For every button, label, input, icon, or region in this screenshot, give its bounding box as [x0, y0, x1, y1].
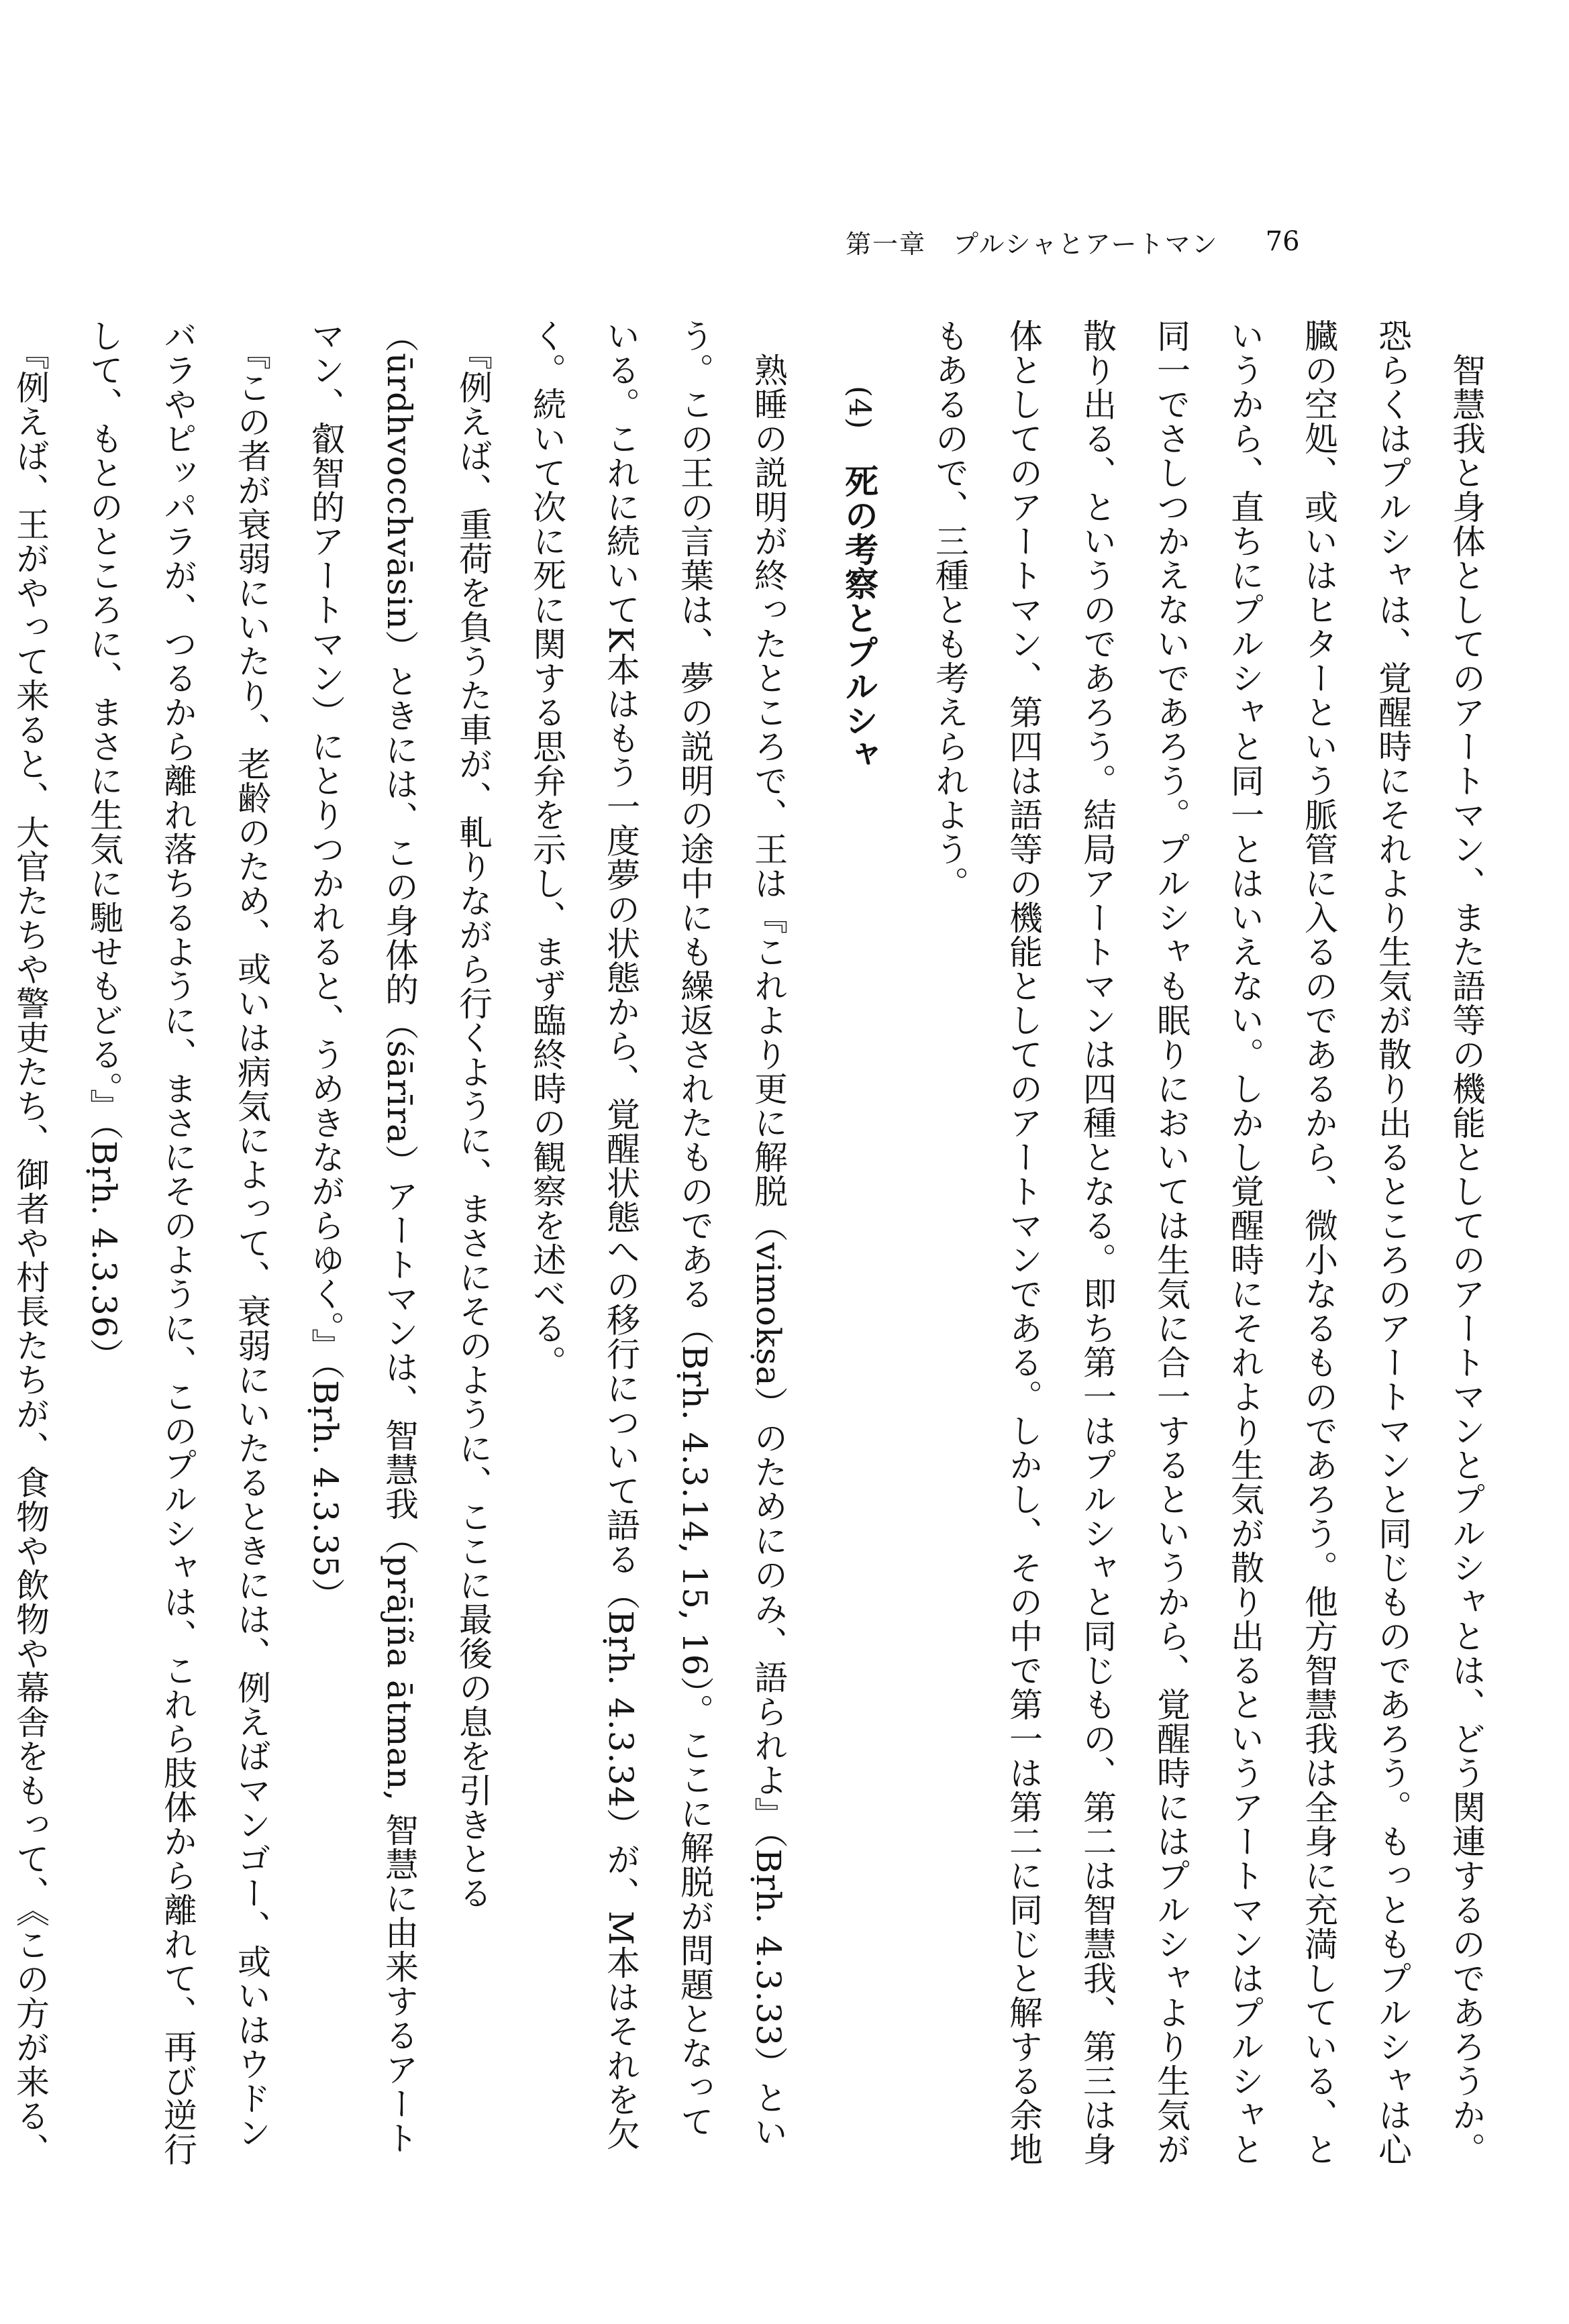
page-number: 76 — [1265, 226, 1300, 257]
section-number: (4) — [842, 386, 876, 430]
paragraph: 熟睡の説明が終ったところで、王は『これより更に解脱（vimokṣa）のためにのみ、語られよ』（Bṛh. 4.3.33）という。この王の言葉は、夢の説明の途中にも繰返されたものである（Bṛh. 4.3.14, 15, 16）。ここに解脱が問題となっている。これに続いてK本はもう一度夢の状態から、覚醒状態への移行について語る（Bṛh. 4.3.34）が、M本はそれを欠く。続いて次に死に関する思弁を示し、まず臨終時の観察を述べる。 — [527, 319, 788, 2152]
running-head: 第一章 プルシャとアートマン — [846, 229, 1219, 259]
body-text — [11, 319, 1503, 2170]
quote-paragraph: 『例えば、王がやって来ると、大官たちや警吏たち、御者や村長たちが、食物や飲物や幕舎をもって、《この方が来る、 — [11, 353, 50, 2167]
quote-paragraph: 『この者が衰弱にいたり、老齢のため、或いは病気によって、衰弱にいたるときには、例えばマンゴー、或いはウドンバラやピッパラが、つるから離れ落ちるように、まさにそのように、このプルシャは、これら肢体から離れて、再び逆行して、もとのところに、まさに生気に馳せもどる。』（Bṛh. 4.3.36） — [85, 319, 271, 2166]
section-title: 死の考察とプルシャ — [840, 464, 879, 772]
section-heading — [805, 386, 913, 2170]
quote-paragraph: 『例えば、重荷を負うた車が、軋りながら行くように、まさにそのように、ここに最後の息を引きとる（ūrdhvocchvāsin）ときには、この身体的（śārīra）アートマンは、智慧我（prājña ātman, 智慧に由来するアートマン、叡智的アートマン）にとりつかれると、うめきながらゆく。』（Bṛh. 4.3.35） — [306, 319, 493, 2156]
paragraph: 智慧我と身体としてのアートマン、また語等の機能としてのアートマンとプルシャとは、どう関連するのであろうか。恐らくはプルシャは、覚醒時にそれより生気が散り出るところのアートマンと同じものであろう。もっともプルシャは心臓の空処、或いはヒターという脈管に入るのであるから、微小なるものであろう。他方智慧我は全身に充満している、というから、直ちにプルシャと同一とはいえない。しかし覚醒時にそれより生気が散り出るというアートマンはプルシャと同一でさしつかえないであろう。プルシャも眠りにおいては生気に合一するというから、覚醒時にはプルシャより生気が散り出る、というのであろう。結局アートマンは四種となる。即ち第一はプルシャと同じもの、第二は智慧我、第三は身体としてのアートマン、第四は語等の機能としてのアートマンである。しかし、その中で第一は第二に同じと解する余地もあるので、三種とも考えられよう。 — [930, 319, 1486, 2166]
page-header — [846, 221, 1315, 262]
